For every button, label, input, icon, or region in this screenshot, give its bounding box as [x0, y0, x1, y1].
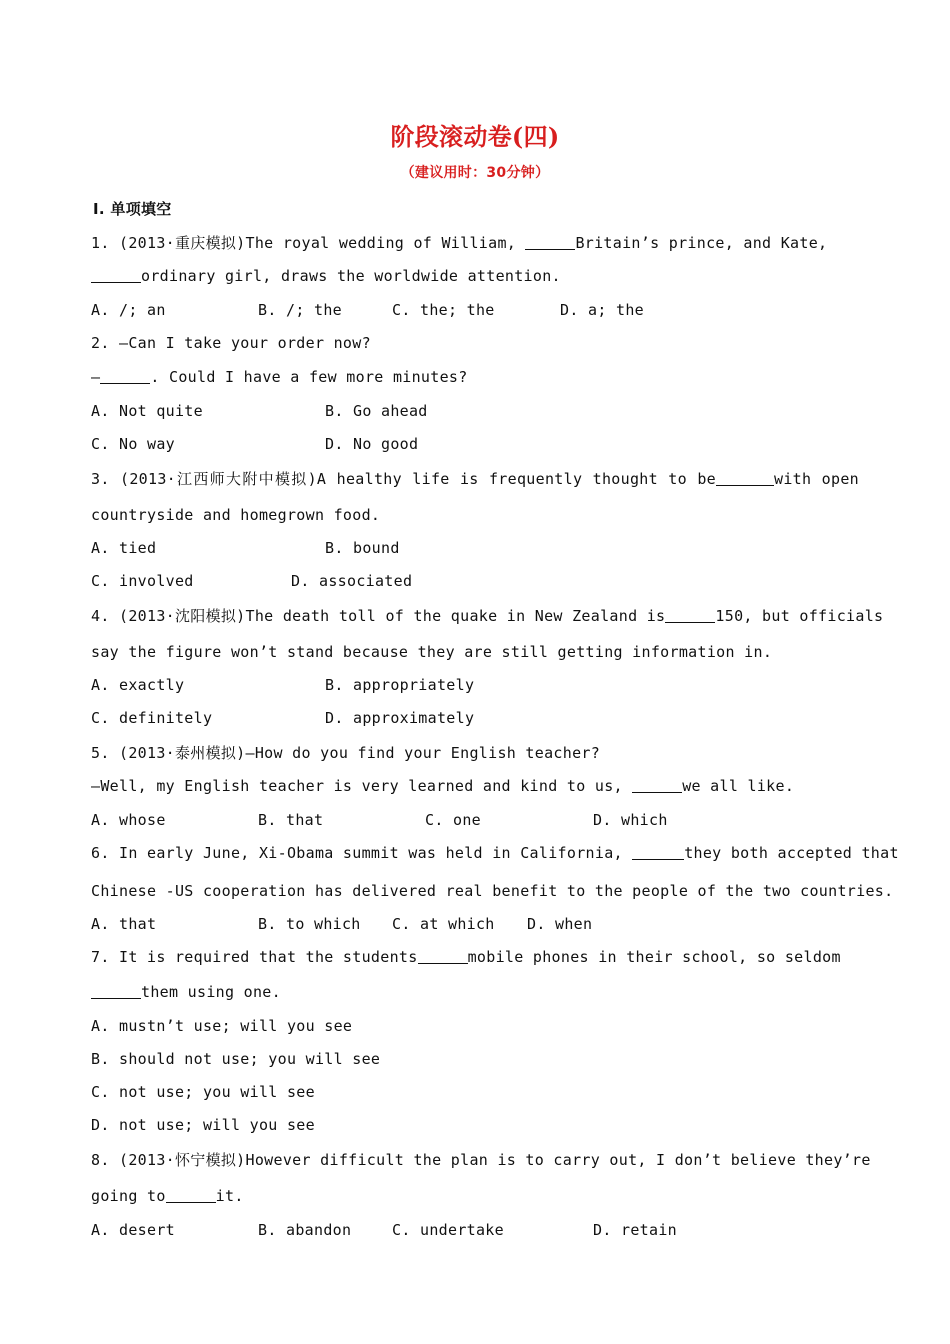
question-2-line-1: 2. —Can I take your order now? — [91, 334, 371, 352]
answer-blank — [100, 369, 150, 384]
option-d: D. not use; will you see — [91, 1116, 315, 1134]
option-a: A. whose — [91, 811, 166, 829]
option-c: C. the; the — [392, 301, 495, 319]
question-6-line-2: Chinese -US cooperation has delivered real benefit to the people of the two countries. — [91, 882, 894, 900]
option-d: D. a; the — [560, 301, 644, 319]
time-suggestion: （建议用时：30分钟） — [400, 165, 550, 181]
answer-blank — [525, 235, 575, 250]
question-7-line-2: them using one. — [91, 983, 281, 1001]
question-8-line-2: going to it. — [91, 1187, 244, 1205]
question-3-line-1: 3. (2013·江西师大附中模拟)A healthy life is frequently thought to be with open — [91, 470, 859, 488]
option-a: A. tied — [91, 539, 157, 557]
option-d: D. which — [593, 811, 668, 829]
option-c: C. one — [425, 811, 481, 829]
question-7-line-1: 7. It is required that the students mobile phones in their school, so seldom — [91, 948, 841, 966]
question-5-line-1: 5. (2013·泰州模拟)—How do you find your English teacher? — [91, 744, 601, 762]
option-d: D. when — [527, 915, 593, 933]
option-d: D. approximately — [325, 709, 475, 727]
option-b: B. Go ahead — [325, 402, 428, 420]
question-4-line-2: say the figure won’t stand because they are still getting information in. — [91, 643, 773, 661]
answer-blank — [418, 949, 468, 964]
answer-blank — [632, 845, 684, 860]
option-a: A. desert — [91, 1221, 175, 1239]
option-c: C. No way — [91, 435, 175, 453]
answer-blank — [665, 608, 715, 623]
question-5-line-2: —Well, my English teacher is very learned and kind to us, we all like. — [91, 777, 795, 795]
option-b: B. abandon — [258, 1221, 352, 1239]
option-b: B. to which — [258, 915, 361, 933]
option-d: D. No good — [325, 435, 419, 453]
question-1-line-2: ordinary girl, draws the worldwide attention. — [91, 267, 561, 285]
answer-blank — [716, 471, 774, 486]
question-8-line-1: 8. (2013·怀宁模拟)However difficult the plan is to carry out, I don’t believe they’re — [91, 1151, 871, 1169]
option-c: C. at which — [392, 915, 495, 933]
question-4-line-1: 4. (2013·沈阳模拟)The death toll of the quake in New Zealand is 150, but officials — [91, 607, 884, 625]
answer-blank — [166, 1188, 216, 1203]
option-d: D. retain — [593, 1221, 677, 1239]
answer-blank — [632, 778, 682, 793]
option-a: A. mustn’t use; will you see — [91, 1017, 353, 1035]
option-b: B. bound — [325, 539, 400, 557]
option-b: B. appropriately — [325, 676, 475, 694]
answer-blank — [91, 268, 141, 283]
option-a: A. Not quite — [91, 402, 203, 420]
option-d: D. associated — [291, 572, 413, 590]
option-a: A. /; an — [91, 301, 166, 319]
section-heading: Ⅰ. 单项填空 — [93, 200, 172, 218]
option-c: C. not use; you will see — [91, 1083, 315, 1101]
option-c: C. involved — [91, 572, 194, 590]
option-c: C. undertake — [392, 1221, 504, 1239]
option-b: B. /; the — [258, 301, 342, 319]
option-b: B. that — [258, 811, 324, 829]
question-6-line-1: 6. In early June, Xi-Obama summit was held in California, they both accepted that — [91, 844, 899, 862]
option-c: C. definitely — [91, 709, 213, 727]
page-title: 阶段滚动卷(四) — [390, 122, 560, 151]
option-b: B. should not use; you will see — [91, 1050, 381, 1068]
question-1-line-1: 1. (2013·重庆模拟)The royal wedding of William, Britain’s prince, and Kate, — [91, 234, 828, 252]
option-a: A. that — [91, 915, 157, 933]
question-2-line-2: — . Could I have a few more minutes? — [91, 368, 468, 386]
option-a: A. exactly — [91, 676, 185, 694]
question-3-line-2: countryside and homegrown food. — [91, 506, 381, 524]
answer-blank — [91, 984, 141, 999]
